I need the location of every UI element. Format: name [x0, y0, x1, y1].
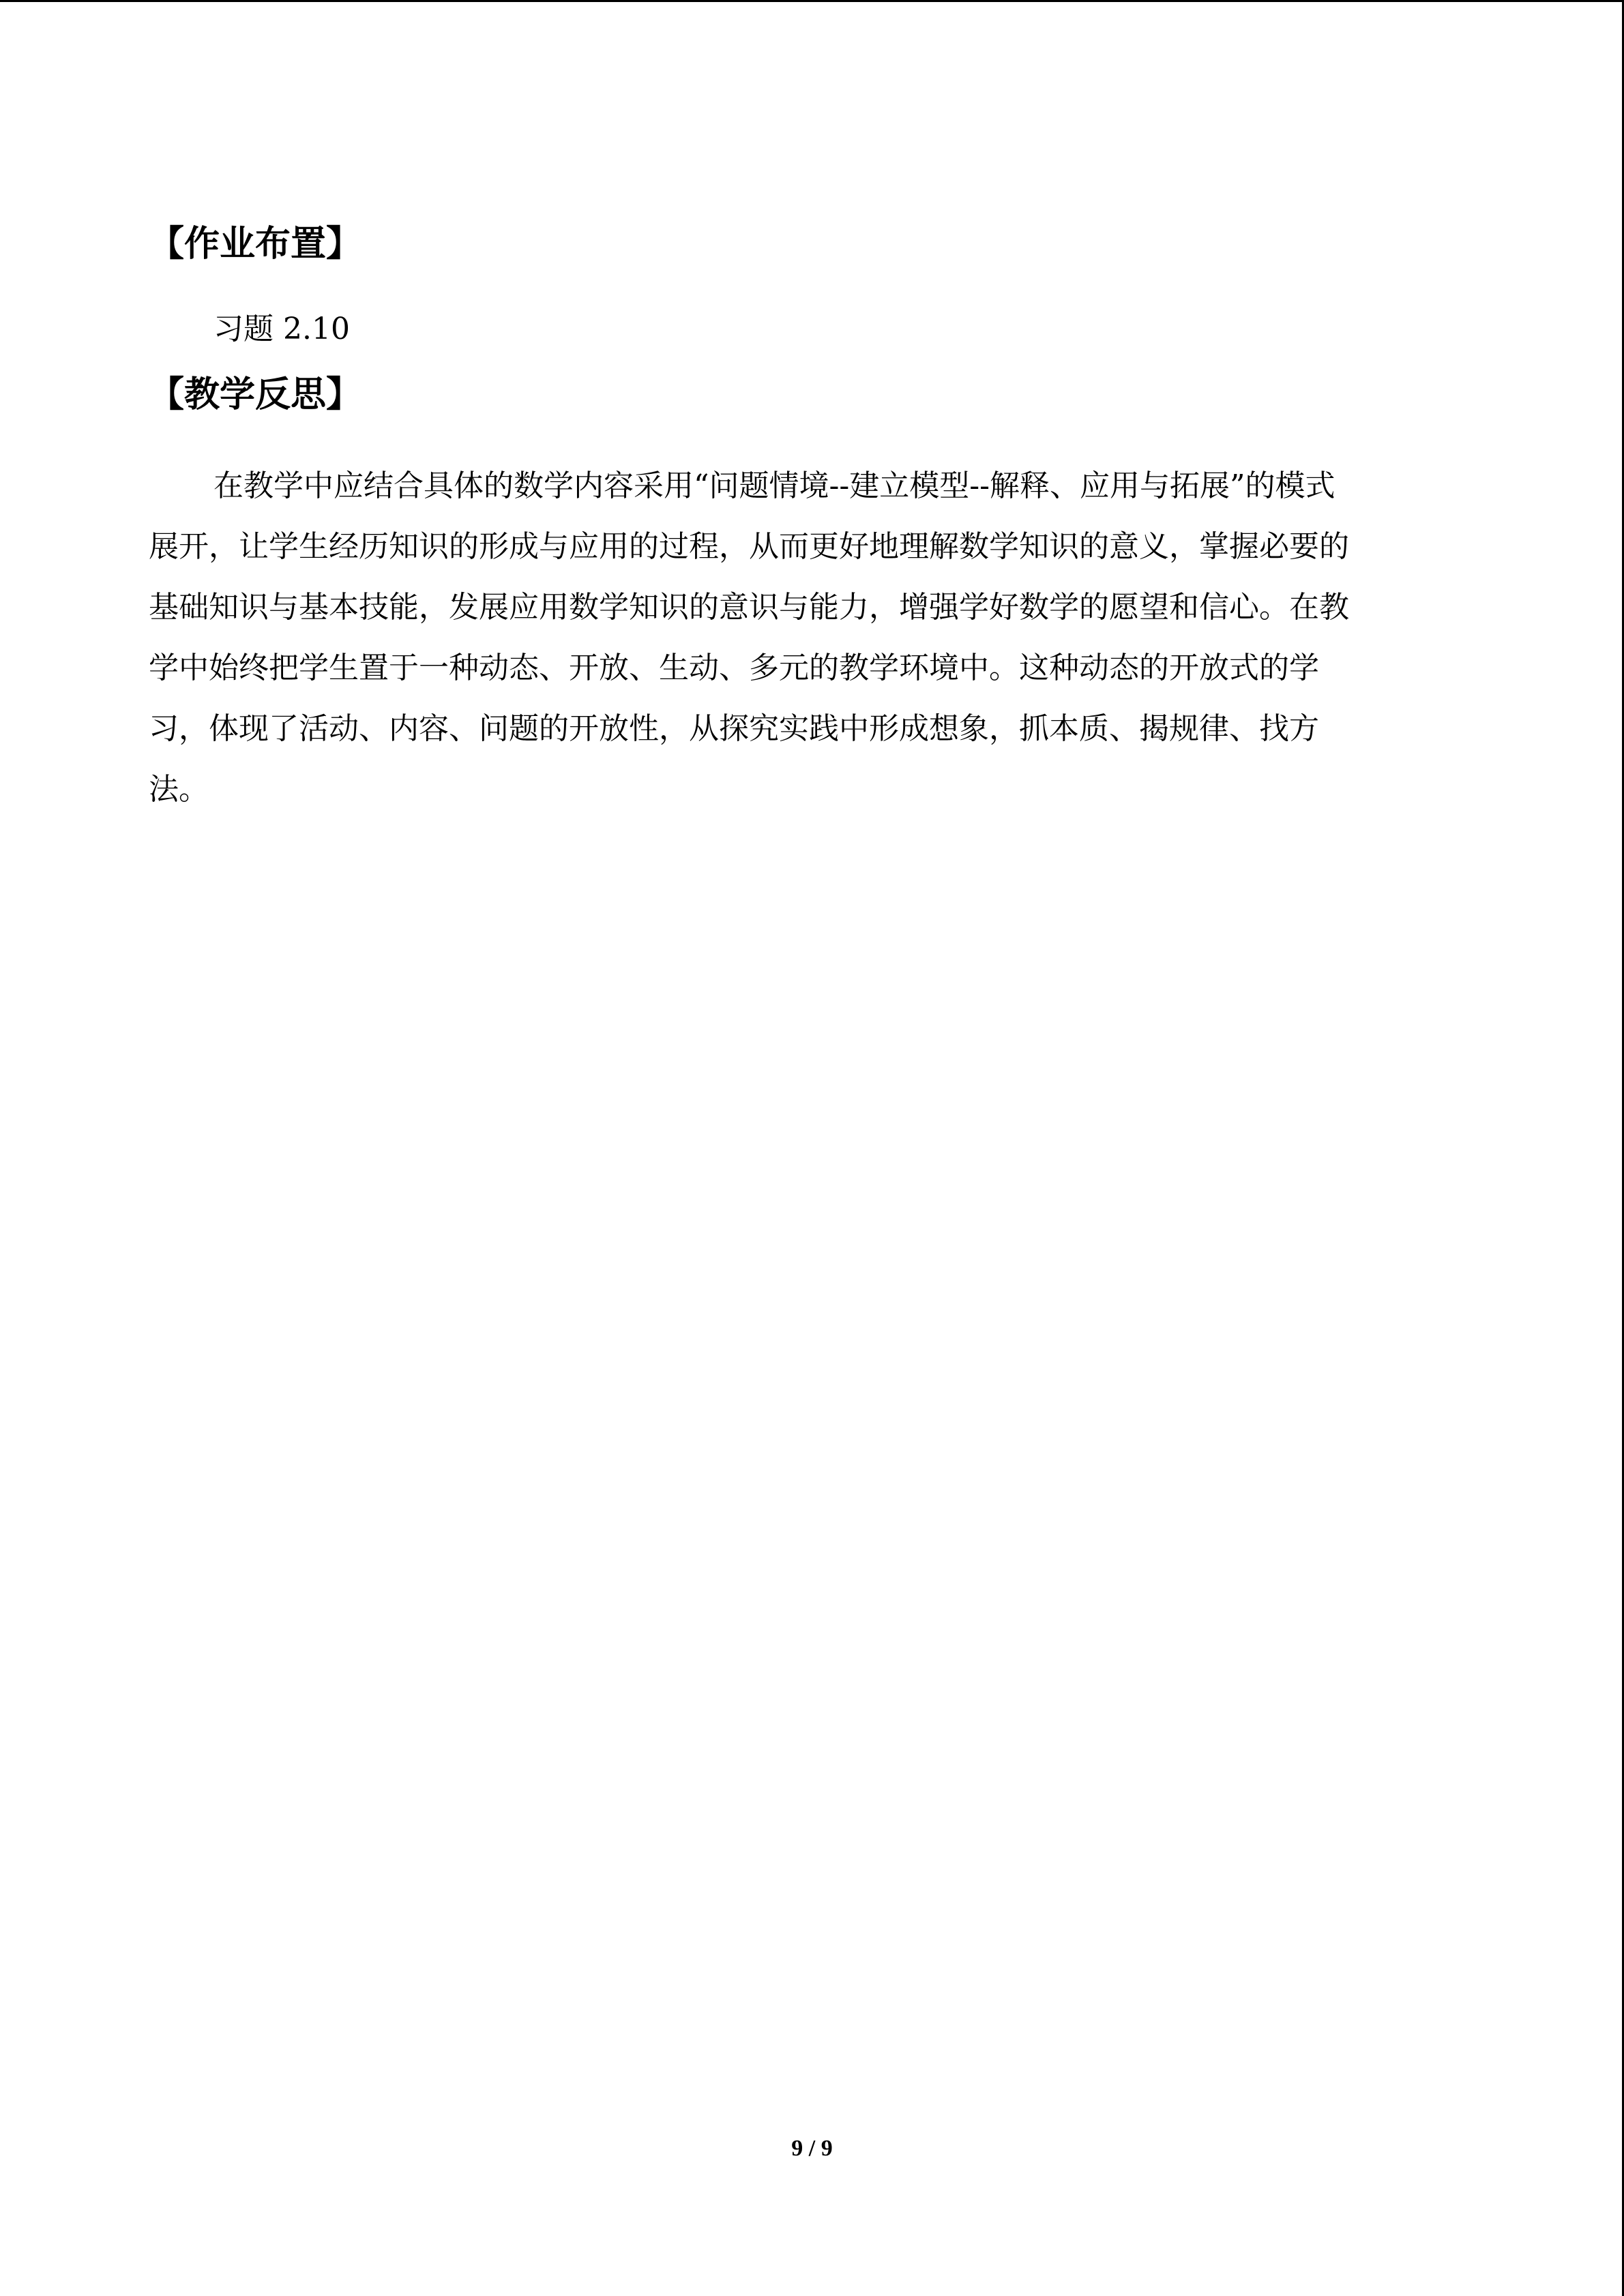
reflection-paragraph: [149, 456, 1479, 820]
paragraph-line: 展开，让学生经历知识的形成与应用的过程，从而更好地理解数学知识的意义，掌握必要的: [149, 529, 1349, 564]
paragraph-line: 习，体现了活动、内容、问题的开放性，从探究实践中形成想象，抓本质、揭规律、找方: [149, 711, 1319, 746]
paragraph-line: 基础知识与基本技能，发展应用数学知识的意识与能力，增强学好数学的愿望和信心。在教: [149, 590, 1349, 625]
section-heading-homework: 【作业布置】: [149, 224, 362, 265]
section-heading-reflection: 【教学反思】: [149, 374, 362, 415]
paragraph-line: 学中始终把学生置于一种动态、开放、生动、多元的教学环境中。这种动态的开放式的学: [149, 651, 1319, 685]
page-number: 9 / 9: [791, 2136, 833, 2161]
homework-exercise-text: 习题 2.10: [213, 312, 350, 346]
paragraph-line: 在教学中应结合具体的数学内容采用“问题情境--建立模型--解释、应用与拓展”的模式: [213, 468, 1335, 503]
paragraph-line: 法。: [149, 772, 209, 807]
